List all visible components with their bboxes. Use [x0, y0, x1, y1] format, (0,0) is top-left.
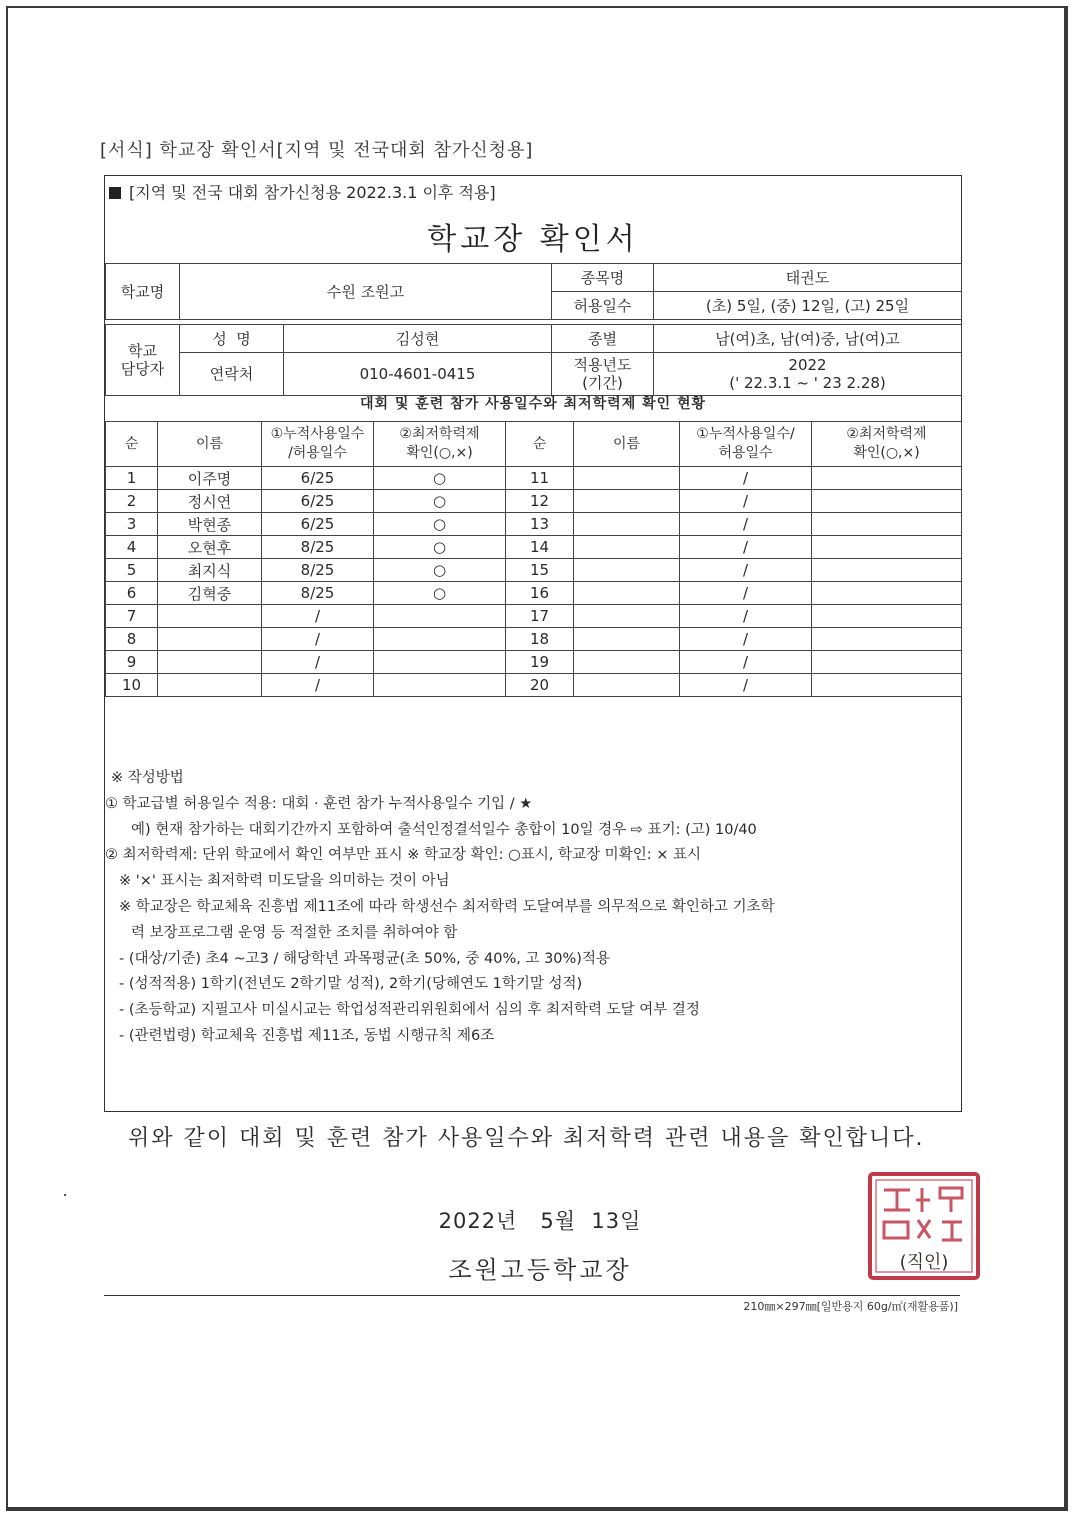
- table-row: [106, 513, 962, 536]
- table-cell-n2: 15: [506, 559, 574, 582]
- table-row: [106, 559, 962, 582]
- form-caption: [서식] 학교장 확인서[지역 및 전국대회 참가신청용]: [100, 140, 534, 161]
- allowed-days-value: (초) 5일, (중) 12일, (고) 25일: [654, 292, 962, 320]
- note-line: ② 최저학력제: 단위 학교에서 확인 여부만 표시 ※ 학교장 확인: ○표시, 학교장 미확인: × 표시: [105, 847, 701, 864]
- apply-note: [105, 180, 965, 203]
- paper-spec: 210㎜×297㎜[일반용지 60g/㎡(재활용품)]: [743, 1300, 958, 1313]
- table-cell-name2: [574, 490, 680, 513]
- table-cell-c2: [812, 490, 962, 513]
- table-cell-d1: 6/25: [262, 467, 374, 490]
- table-cell-n1: 2: [106, 490, 158, 513]
- table-cell-n1: 3: [106, 513, 158, 536]
- apply-note-text: [지역 및 전국 대회 참가신청용 2022.3.1 이후 적용]: [129, 183, 496, 202]
- contact-label: 연락처: [180, 353, 284, 396]
- table-cell-n1: 5: [106, 559, 158, 582]
- table-cell-c1: ○: [374, 490, 506, 513]
- note-line: - (대상/기준) 초4 ~고3 / 해당학년 과목평균(초 50%, 중 40%, 고 30%)적용: [119, 950, 610, 967]
- manager-label: 학교 담당자: [106, 325, 180, 396]
- apply-year-label: 적용년도 (기간): [552, 353, 654, 396]
- note-line: ※ 학교장은 학교체육 진흥법 제11조에 따라 학생선수 최저학력 도달여부를 의무적으로 확인하고 기초학: [119, 898, 775, 915]
- table-cell-d1: 6/25: [262, 513, 374, 536]
- manager-name-label: 성 명: [180, 325, 284, 353]
- table-cell-name2: [574, 651, 680, 674]
- table-cell-name1: 박현종: [158, 513, 262, 536]
- school-name-label: 학교명: [106, 264, 180, 320]
- table-cell-d2: /: [680, 605, 812, 628]
- note-line: - (성적적용) 1학기(전년도 2학기말 성적), 2학기(당해연도 1학기말 성적): [119, 976, 583, 993]
- table-cell-c1: ○: [374, 582, 506, 605]
- table-cell-c2: [812, 559, 962, 582]
- table-cell-n1: 6: [106, 582, 158, 605]
- confirmation-text: 위와 같이 대회 및 훈련 참가 사용일수와 최저학력 관련 내용을 확인합니다.: [128, 1126, 925, 1151]
- table-cell-d1: /: [262, 605, 374, 628]
- table-cell-name1: 최지식: [158, 559, 262, 582]
- table-cell-n1: 1: [106, 467, 158, 490]
- table-cell-n1: 10: [106, 674, 158, 697]
- allowed-days-label: 허용일수: [552, 292, 654, 320]
- table-cell-c2: [812, 582, 962, 605]
- table-cell-d2: /: [680, 467, 812, 490]
- col-no: 순: [106, 422, 158, 467]
- table-cell-name2: [574, 467, 680, 490]
- square-bullet-icon: [109, 187, 121, 199]
- table-cell-c2: [812, 536, 962, 559]
- table-cell-name2: [574, 513, 680, 536]
- table-cell-c1: [374, 651, 506, 674]
- note-line: ① 학교급별 허용일수 적용: 대회 · 훈련 참가 누적사용일수 기입 / ★: [105, 795, 533, 812]
- table-row: [106, 490, 962, 513]
- table-row: [106, 582, 962, 605]
- table-cell-c2: [812, 467, 962, 490]
- table-cell-n1: 9: [106, 651, 158, 674]
- note-line: - (관련법령) 학교체육 진흥법 제11조, 동법 시행규칙 제6조: [119, 1027, 495, 1044]
- col-days-right: ①누적사용일수/ 허용일수: [680, 422, 812, 467]
- table-cell-name2: [574, 605, 680, 628]
- table-cell-c1: ○: [374, 536, 506, 559]
- issue-date: 2022년 5월 13일: [438, 1209, 642, 1233]
- note-line: 예) 현재 참가하는 대회기간까지 포함하여 출석인정결석일수 총합이 10일 경우 ⇨ 표기: (고) 10/40: [131, 821, 757, 838]
- note-line: 력 보장프로그램 운영 등 적절한 조치를 취하여야 함: [131, 924, 458, 941]
- table-cell-name2: [574, 674, 680, 697]
- apply-year: 2022: [788, 356, 827, 374]
- table-cell-d2: /: [680, 513, 812, 536]
- table-row: [106, 651, 962, 674]
- principal-name: 조원고등학교장: [448, 1256, 632, 1284]
- col-min-right: ②최저학력제 확인(○,×): [812, 422, 962, 467]
- table-cell-c2: [812, 513, 962, 536]
- table-cell-name1: [158, 651, 262, 674]
- table-cell-c1: ○: [374, 513, 506, 536]
- table-row: [106, 536, 962, 559]
- table-cell-d2: /: [680, 559, 812, 582]
- note-line: ※ '×' 표시는 최저학력 미도달을 의미하는 것이 아님: [119, 873, 450, 890]
- table-cell-n1: 4: [106, 536, 158, 559]
- col-min: ②최저학력제 확인(○,×): [374, 422, 506, 467]
- participant-table: [105, 421, 962, 697]
- table-cell-n2: 12: [506, 490, 574, 513]
- apply-year-cell: [654, 353, 962, 396]
- table-cell-name1: [158, 628, 262, 651]
- table-cell-n2: 17: [506, 605, 574, 628]
- table-cell-c1: ○: [374, 559, 506, 582]
- table-cell-d2: /: [680, 674, 812, 697]
- table-cell-n2: 19: [506, 651, 574, 674]
- table-row: [106, 628, 962, 651]
- table-cell-c2: [812, 651, 962, 674]
- notes-heading: ※ 작성방법: [111, 770, 184, 786]
- writing-instructions: [105, 766, 961, 1050]
- col-name-right: 이름: [574, 422, 680, 467]
- contact-value: 010-4601-0415: [284, 353, 552, 396]
- table-cell-d2: /: [680, 490, 812, 513]
- gender-value: 남(여)초, 남(여)중, 남(여)고: [654, 325, 962, 353]
- scan-speck: [64, 1194, 66, 1196]
- table-cell-n2: 16: [506, 582, 574, 605]
- table-cell-c1: ○: [374, 467, 506, 490]
- table-cell-d2: /: [680, 628, 812, 651]
- table-cell-name1: 정시연: [158, 490, 262, 513]
- footer-rule: [104, 1295, 960, 1296]
- table-cell-name2: [574, 536, 680, 559]
- gender-label: 종별: [552, 325, 654, 353]
- table-row: [106, 674, 962, 697]
- table-cell-c2: [812, 628, 962, 651]
- event-label: 종목명: [552, 264, 654, 292]
- table-cell-d1: 6/25: [262, 490, 374, 513]
- table-cell-n1: 7: [106, 605, 158, 628]
- table-cell-n2: 11: [506, 467, 574, 490]
- info-table: [105, 263, 962, 396]
- table-cell-c1: [374, 628, 506, 651]
- table-cell-d1: 8/25: [262, 582, 374, 605]
- manager-name: 김성현: [284, 325, 552, 353]
- section-header: 대회 및 훈련 참가 사용일수와 최저학력제 확인 현황: [359, 396, 707, 412]
- col-no-right: 순: [506, 422, 574, 467]
- table-cell-name1: [158, 674, 262, 697]
- document-box: [104, 175, 962, 1112]
- table-cell-n2: 20: [506, 674, 574, 697]
- document-title: 학교장 확인서: [427, 222, 639, 257]
- col-days: ①누적사용일수 /허용일수: [262, 422, 374, 467]
- table-cell-d1: /: [262, 674, 374, 697]
- apply-period: (' 22.3.1 ~ ' 23 2.28): [729, 374, 886, 392]
- table-cell-d2: /: [680, 582, 812, 605]
- table-cell-c2: [812, 674, 962, 697]
- table-cell-n1: 8: [106, 628, 158, 651]
- note-line: - (초등학교) 지필고사 미실시교는 학업성적관리위원회에서 심의 후 최저학력 도달 여부 결정: [119, 1002, 700, 1019]
- table-cell-c2: [812, 605, 962, 628]
- table-cell-d2: /: [680, 536, 812, 559]
- event-value: 태권도: [654, 264, 962, 292]
- table-cell-name2: [574, 582, 680, 605]
- seal-label: (직인): [899, 1252, 949, 1273]
- table-cell-c1: [374, 674, 506, 697]
- table-cell-d1: 8/25: [262, 559, 374, 582]
- table-row: [106, 467, 962, 490]
- table-cell-name1: 김혁중: [158, 582, 262, 605]
- table-cell-name2: [574, 628, 680, 651]
- school-name: 수원 조원고: [180, 264, 552, 320]
- table-cell-name2: [574, 559, 680, 582]
- official-seal-icon: [866, 1170, 982, 1282]
- table-cell-n2: 14: [506, 536, 574, 559]
- table-row: [106, 605, 962, 628]
- table-cell-d2: /: [680, 651, 812, 674]
- table-cell-d1: /: [262, 628, 374, 651]
- table-cell-c1: [374, 605, 506, 628]
- table-cell-n2: 13: [506, 513, 574, 536]
- table-cell-name1: [158, 605, 262, 628]
- table-cell-name1: 이주명: [158, 467, 262, 490]
- col-name: 이름: [158, 422, 262, 467]
- table-cell-d1: /: [262, 651, 374, 674]
- table-cell-name1: 오현후: [158, 536, 262, 559]
- table-cell-d1: 8/25: [262, 536, 374, 559]
- table-cell-n2: 18: [506, 628, 574, 651]
